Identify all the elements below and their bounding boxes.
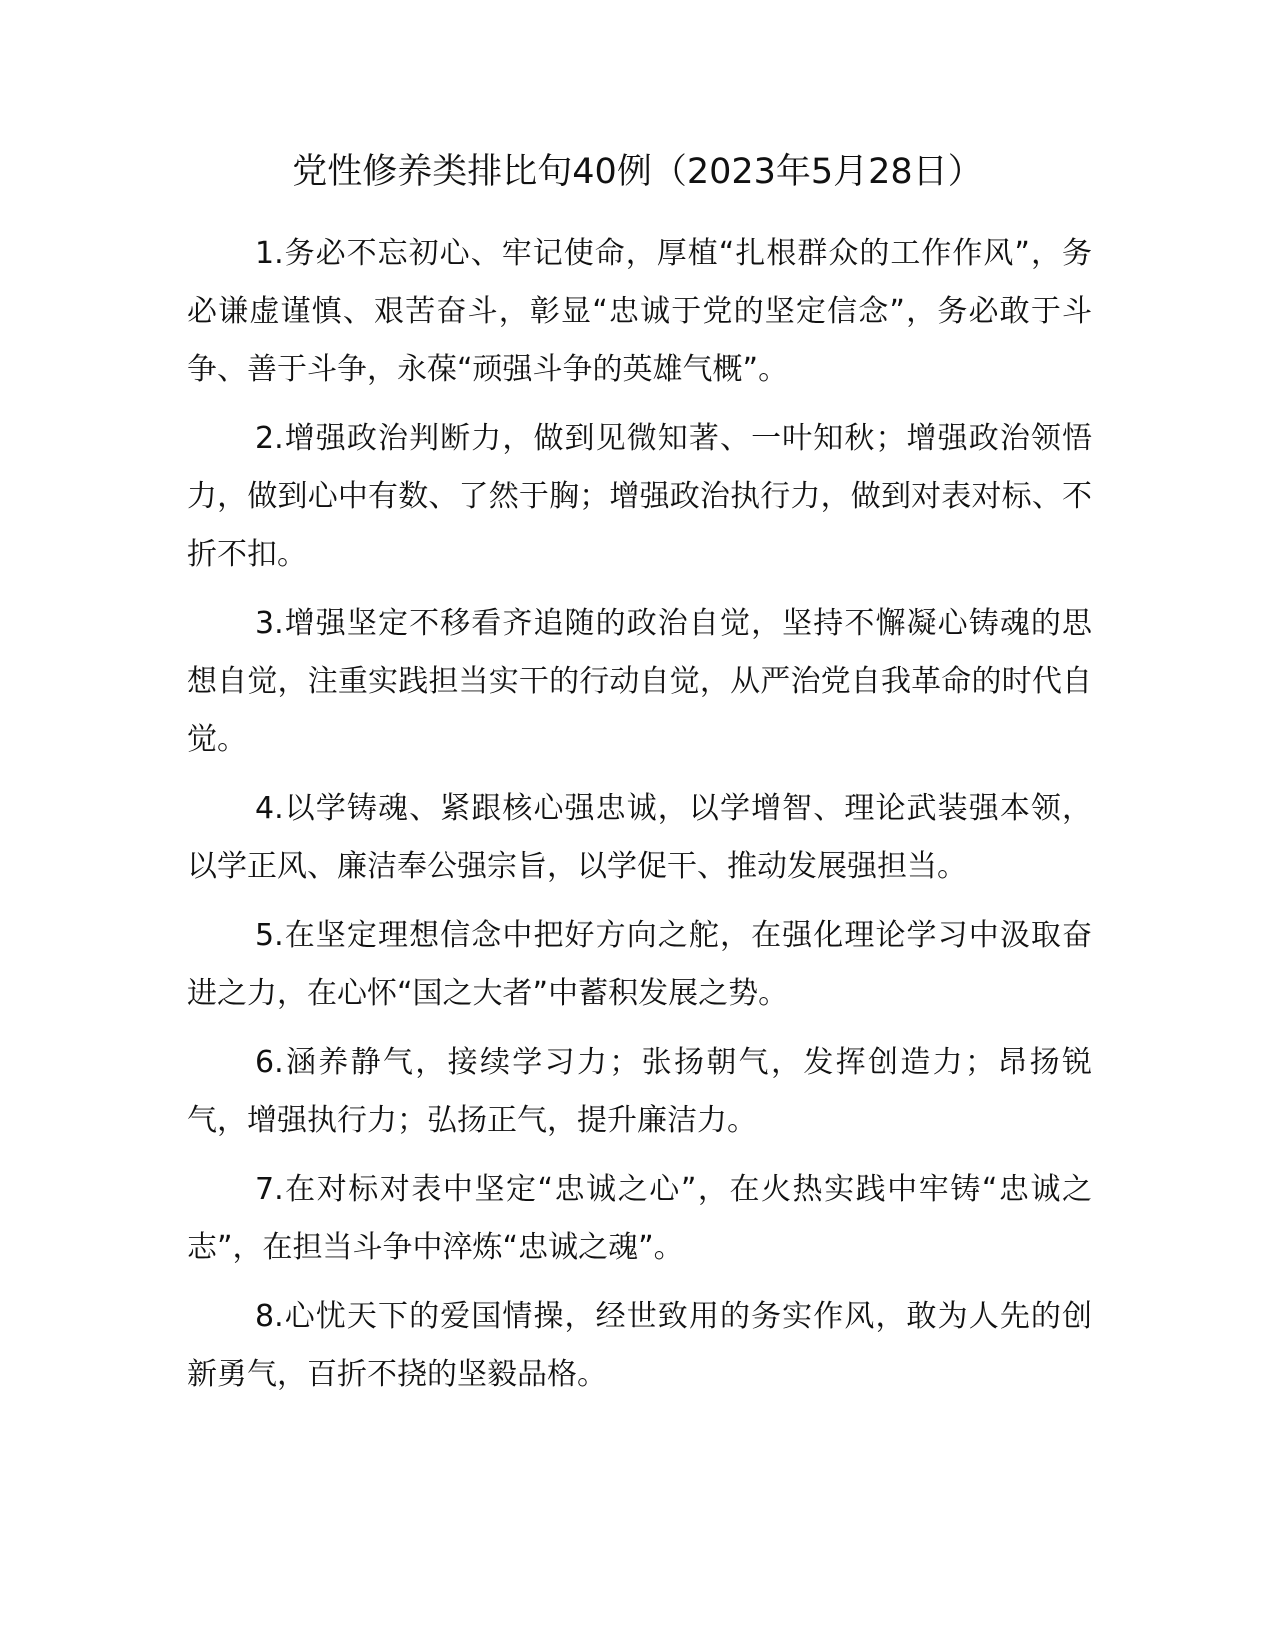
paragraph-3: 3.增强坚定不移看齐追随的政治自觉，坚持不懈凝心铸魂的思想自觉，注重实践担当实干的行动自觉，从严治党自我革命的时代自觉。 <box>187 606 1092 757</box>
paragraph-5: 5.在坚定理想信念中把好方向之舵，在强化理论学习中汲取奋进之力，在心怀“国之大者”中蓄积发展之势。 <box>187 918 1092 1011</box>
document-body <box>187 225 1092 1415</box>
paragraph-2: 2.增强政治判断力，做到见微知著、一叶知秋；增强政治领悟力，做到心中有数、了然于胸；增强政治执行力，做到对表对标、不折不扣。 <box>187 421 1092 572</box>
paragraph-1: 1.务必不忘初心、牢记使命，厚植“扎根群众的工作作风”，务必谦虚谨慎、艰苦奋斗，彰显“忠诚于党的坚定信念”，务必敢于斗争、善于斗争，永葆“顽强斗争的英雄气概”。 <box>187 236 1092 387</box>
paragraph-7: 7.在对标对表中坚定“忠诚之心”，在火热实践中牢铸“忠诚之志”，在担当斗争中淬炼“忠诚之魂”。 <box>187 1172 1092 1265</box>
paragraph-4: 4.以学铸魂、紧跟核心强忠诚，以学增智、理论武装强本领，以学正风、廉洁奉公强宗旨，以学促干、推动发展强担当。 <box>187 791 1092 884</box>
paragraph-6: 6.涵养静气，接续学习力；张扬朝气，发挥创造力；昂扬锐气，增强执行力；弘扬正气，提升廉洁力。 <box>187 1045 1092 1138</box>
paragraph-8: 8.心忧天下的爱国情操，经世致用的务实作风，敢为人先的创新勇气，百折不挠的坚毅品格。 <box>187 1299 1092 1392</box>
document-title: 党性修养类排比句40例（2023年5月28日） <box>292 152 983 192</box>
